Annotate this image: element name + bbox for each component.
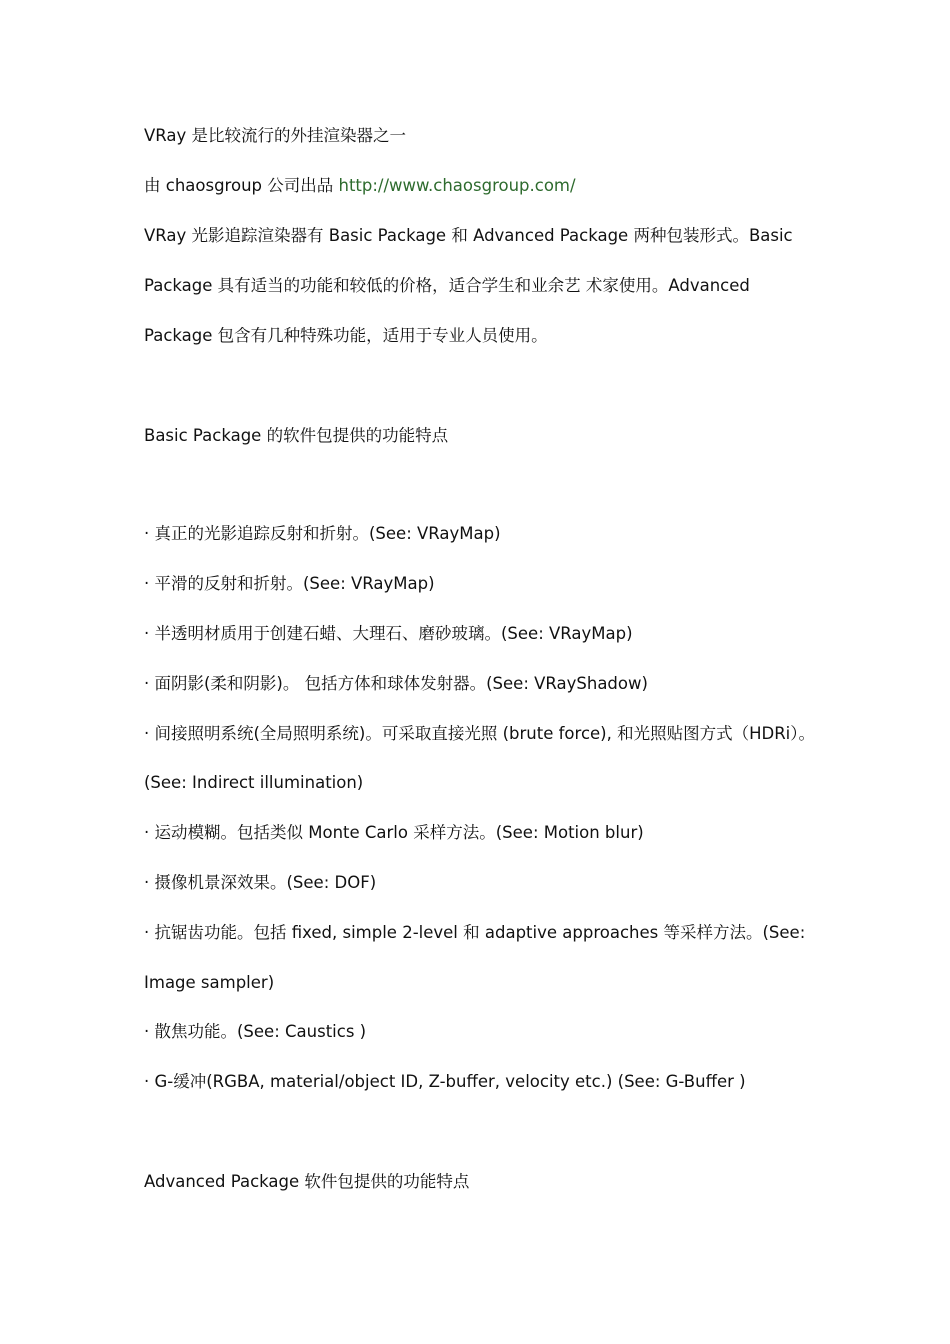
chaosgroup-link[interactable]: http://www.chaosgroup.com/ [338, 176, 576, 195]
feature-item: · 散焦功能。(See: Caustics ) [144, 1022, 367, 1041]
advanced-package-heading: Advanced Package 软件包提供的功能特点 [144, 1172, 470, 1191]
feature-item: · 平滑的反射和折射。(See: VRayMap) [144, 574, 435, 593]
feature-item: · 抗锯齿功能。包括 fixed, simple 2-level 和 adaptive approaches 等采样方法。(See: [144, 923, 806, 942]
feature-item: · 摄像机景深效果。(See: DOF) [144, 873, 377, 892]
feature-item-continuation: (See: Indirect illumination) [144, 773, 364, 792]
feature-item: · 面阴影(柔和阴影)。 包括方体和球体发射器。(See: VRayShadow) [144, 674, 648, 693]
intro-line-1: VRay 是比较流行的外挂渲染器之一 [144, 126, 407, 145]
feature-item: · 运动模糊。包括类似 Monte Carlo 采样方法。(See: Motion blur) [144, 823, 644, 842]
feature-item: · 间接照明系统(全局照明系统)。可采取直接光照 (brute force), 和光照贴图方式（HDRi）。 [144, 724, 816, 743]
basic-package-heading: Basic Package 的软件包提供的功能特点 [144, 426, 449, 445]
paragraph-line-3: Package 包含有几种特殊功能，适用于专业人员使用。 [144, 326, 548, 345]
paragraph-line-2: Package 具有适当的功能和较低的价格，适合学生和业余艺 术家使用。Advanced [144, 276, 750, 295]
feature-item: · G-缓冲(RGBA, material/object ID, Z-buffer, velocity etc.) (See: G-Buffer ) [144, 1072, 746, 1091]
intro-line-2-text: 由 chaosgroup 公司出品 [144, 176, 339, 195]
paragraph-line-1: VRay 光影追踪渲染器有 Basic Package 和 Advanced Package 两种包装形式。Basic [144, 226, 793, 245]
intro-line-2 [144, 174, 814, 198]
feature-item: · 半透明材质用于创建石蜡、大理石、磨砂玻璃。(See: VRayMap) [144, 624, 633, 643]
feature-item: · 真正的光影追踪反射和折射。(See: VRayMap) [144, 524, 501, 543]
feature-item-continuation: Image sampler) [144, 973, 275, 992]
